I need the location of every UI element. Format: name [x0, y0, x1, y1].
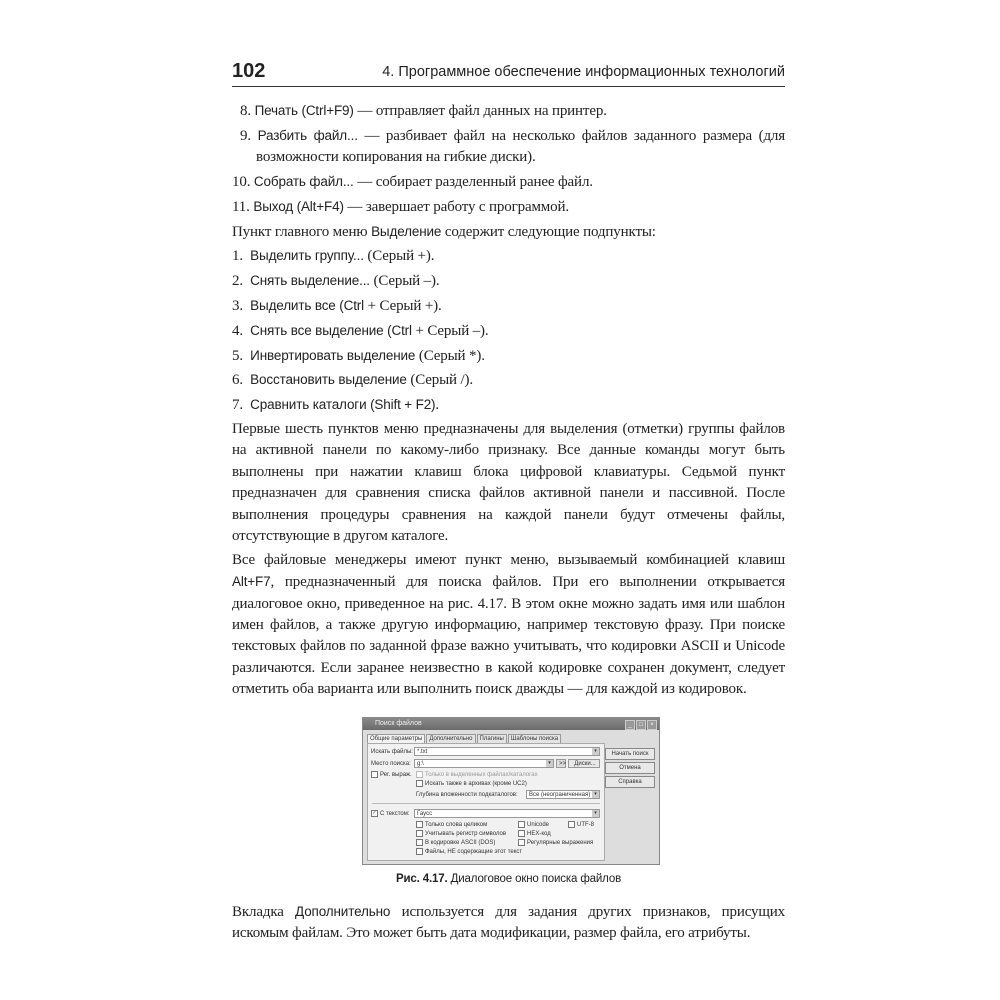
chapter-title: 4. Программное обеспечение информационных технологий: [382, 64, 785, 80]
search-archives-checkbox: Искать также в архивах (кроме UC2): [416, 780, 527, 788]
regex-checkbox: Рег. выраж.: [371, 771, 412, 779]
only-selected-checkbox: Только в выделенных файлах/каталогах: [416, 771, 538, 779]
paragraph: Все файловые менеджеры имеют пункт меню, вызываемый комбинацией клавиш Alt+F7, предназначенный для поиска файлов. При его выполнении открывается диалоговое окно, приведенное на рис. 4.17. В этом окне можно задать имя или шаблон имен файлов, а также другую информацию, например текстовую фразу. При поиске текстовых файлов по заданной фразе важно учитывать, что кодировки ASCII и Unicode различаются. Если заранее неизвестно в какой кодировке сохранен документ, следует отметить оба варианта или выполнить поиск дважды — для каждой из кодировок.: [232, 551, 785, 698]
list-item: 11. Выход (Alt+F4) — завершает работу с программой.: [232, 198, 569, 215]
list-item: 10. Собрать файл... — собирает разделенный ранее файл.: [232, 174, 593, 190]
list-item: 9. Разбить файл... — разбивает файл на несколько файлов заданного размера (для возможности копирования на гибкие диски).: [240, 127, 786, 166]
select-intro: Пункт главного меню Выделение содержит следующие подпункты:: [232, 223, 656, 240]
list-item: 3. Выделить все (Ctrl + Серый +).: [232, 297, 442, 314]
tab-advanced: Дополнительно: [426, 734, 475, 744]
with-text-field: Гаусс ▾: [414, 809, 600, 818]
maximize-icon: □: [636, 720, 646, 730]
cancel-button: Отмена: [605, 762, 655, 774]
search-files-field: *.txt ▾: [414, 747, 600, 756]
tab-general: Общие параметры: [367, 734, 425, 744]
option-checkbox: Учитывать регистр символов: [416, 830, 506, 838]
option-checkbox: Только слова целиком: [416, 821, 487, 829]
drives-button: Диски...: [568, 759, 600, 768]
depth-select: Все (неограниченная) ▾: [526, 790, 600, 799]
option-checkbox: Файлы, НЕ содержащие этот текст: [416, 848, 522, 856]
search-files-label: Искать файлы:: [371, 748, 413, 755]
option-checkbox: В кодировке ASCII (DOS): [416, 839, 495, 847]
figure: [232, 717, 785, 867]
list-item: 1. Выделить группу... (Серый +).: [232, 248, 435, 265]
depth-label: Глубина вложенности подкаталогов:: [416, 791, 518, 798]
text-column: [232, 100, 785, 947]
search-place-label: Место поиска:: [371, 760, 411, 767]
tab-templates: Шаблоны поиска: [508, 734, 561, 744]
option-checkbox: Unicode: [518, 821, 549, 829]
list-item: 2. Снять выделение... (Серый –).: [232, 273, 440, 290]
list-item: 8. Печать (Ctrl+F9) — отправляет файл данных на принтер.: [240, 103, 607, 119]
close-icon: ×: [647, 720, 657, 730]
start-search-button: Начать поиск: [605, 748, 655, 760]
general-panel: [367, 743, 605, 861]
list-item: 7. Сравнить каталоги (Shift + F2).: [232, 397, 440, 414]
list-item: 6. Восстановить выделение (Серый /).: [232, 372, 473, 389]
with-text-checkbox: ✓ С текстом:: [372, 809, 410, 817]
page-number: 102: [232, 60, 266, 82]
option-checkbox: Регулярные выражения: [518, 839, 593, 847]
tab-plugins: Плагины: [477, 734, 507, 744]
option-checkbox: HEX-код: [518, 830, 551, 838]
paragraph: Вкладка Дополнительно используется для задания других признаков, присущих искомым файлам. Это может быть дата модификации, размер файла, его атрибуты.: [232, 903, 785, 942]
utf8-checkbox: UTF-8: [568, 821, 594, 829]
help-button: Справка: [605, 776, 655, 788]
search-place-field: g:\ ▾: [414, 759, 554, 768]
page-header: [232, 60, 785, 87]
list-item: 4. Снять все выделение (Ctrl + Серый –).: [232, 322, 489, 339]
paragraph: Первые шесть пунктов меню предназначены для выделения (отметки) группы файлов на активной панели по какому-либо признаку. Все данные команды могут быть выполнены при нажатии клавиш блока цифровой клавиатуры. Седьмой пункт предназначен для сравнения списка файлов активной панели и пассивной. После выполнения процедуры сравнения на каждой панели будут отмечены файлы, отсутствующие в другом каталоге.: [232, 420, 785, 544]
list-item: 5. Инвертировать выделение (Серый *).: [232, 347, 485, 364]
dialog-titlebar: [363, 718, 659, 730]
arrows-button: >>: [556, 759, 566, 768]
dialog-title: Поиск файлов: [375, 719, 422, 727]
search-dialog-figure: [362, 717, 660, 865]
figure-caption: Рис. 4.17. Диалоговое окно поиска файлов: [395, 872, 622, 885]
minimize-icon: _: [625, 720, 635, 730]
